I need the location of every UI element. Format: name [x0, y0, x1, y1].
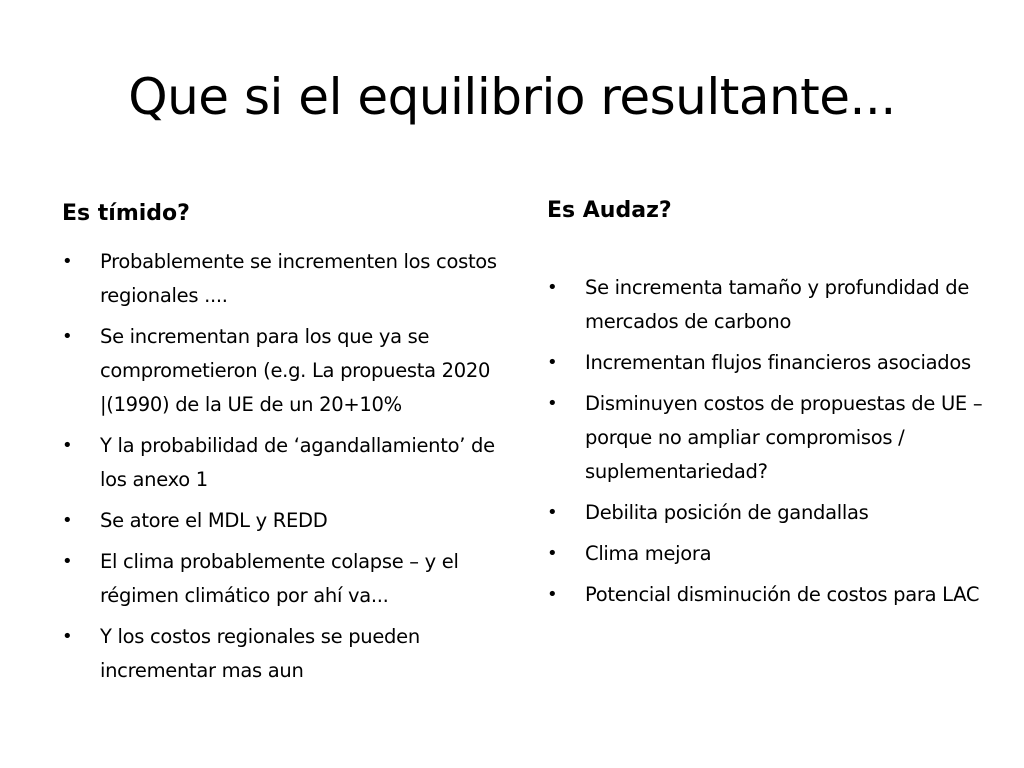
bullet-icon: • — [62, 435, 73, 456]
bullet-icon: • — [62, 551, 73, 572]
list-item — [62, 504, 502, 538]
list-item — [547, 496, 987, 530]
bullet-icon: • — [547, 352, 558, 373]
list-item — [547, 346, 987, 380]
list-item — [62, 620, 502, 688]
bullet-text: El clima probablemente colapse – y el régimen climático por ahí va... — [100, 550, 459, 607]
bullet-icon: • — [62, 510, 73, 531]
list-item — [547, 387, 987, 489]
bullet-text: Se incrementa tamaño y profundidad de mercados de carbono — [585, 276, 970, 333]
bullet-text: Disminuyen costos de propuestas de UE –porque no ampliar compromisos / suplementariedad? — [585, 392, 983, 483]
bullet-text: Debilita posición de gandallas — [585, 501, 869, 524]
bullet-text: Incrementan flujos financieros asociados — [585, 351, 971, 374]
right-bullet-list — [547, 271, 987, 619]
list-item — [547, 271, 987, 339]
bullet-text: Potencial disminución de costos para LAC — [585, 583, 980, 606]
list-item — [62, 245, 502, 313]
list-item — [62, 545, 502, 613]
slide-title: Que si el equilibrio resultante... — [128, 68, 896, 126]
bullet-icon: • — [547, 502, 558, 523]
bullet-text: Y los costos regionales se pueden incrementar mas aun — [100, 625, 420, 682]
list-item — [62, 429, 502, 497]
bullet-icon: • — [547, 584, 558, 605]
bullet-text: Probablemente se incrementen los costos regionales .... — [100, 250, 497, 307]
list-item — [547, 578, 987, 612]
right-column-heading: Es Audaz? — [547, 198, 672, 223]
bullet-icon: • — [62, 626, 73, 647]
bullet-icon: • — [62, 326, 73, 347]
bullet-text: Y la probabilidad de ‘agandallamiento’ de los anexo 1 — [100, 434, 495, 491]
list-item — [62, 320, 502, 422]
bullet-text: Se incrementan para los que ya se comprometieron (e.g. La propuesta 2020 |(1990) de la UE de un 20+10% — [100, 325, 491, 416]
bullet-icon: • — [547, 393, 558, 414]
bullet-icon: • — [62, 251, 73, 272]
bullet-text: Clima mejora — [585, 542, 712, 565]
bullet-icon: • — [547, 543, 558, 564]
left-bullet-list — [62, 245, 502, 695]
list-item — [547, 537, 987, 571]
bullet-icon: • — [547, 277, 558, 298]
left-column-heading: Es tímido? — [62, 201, 190, 226]
bullet-text: Se atore el MDL y REDD — [100, 509, 328, 532]
